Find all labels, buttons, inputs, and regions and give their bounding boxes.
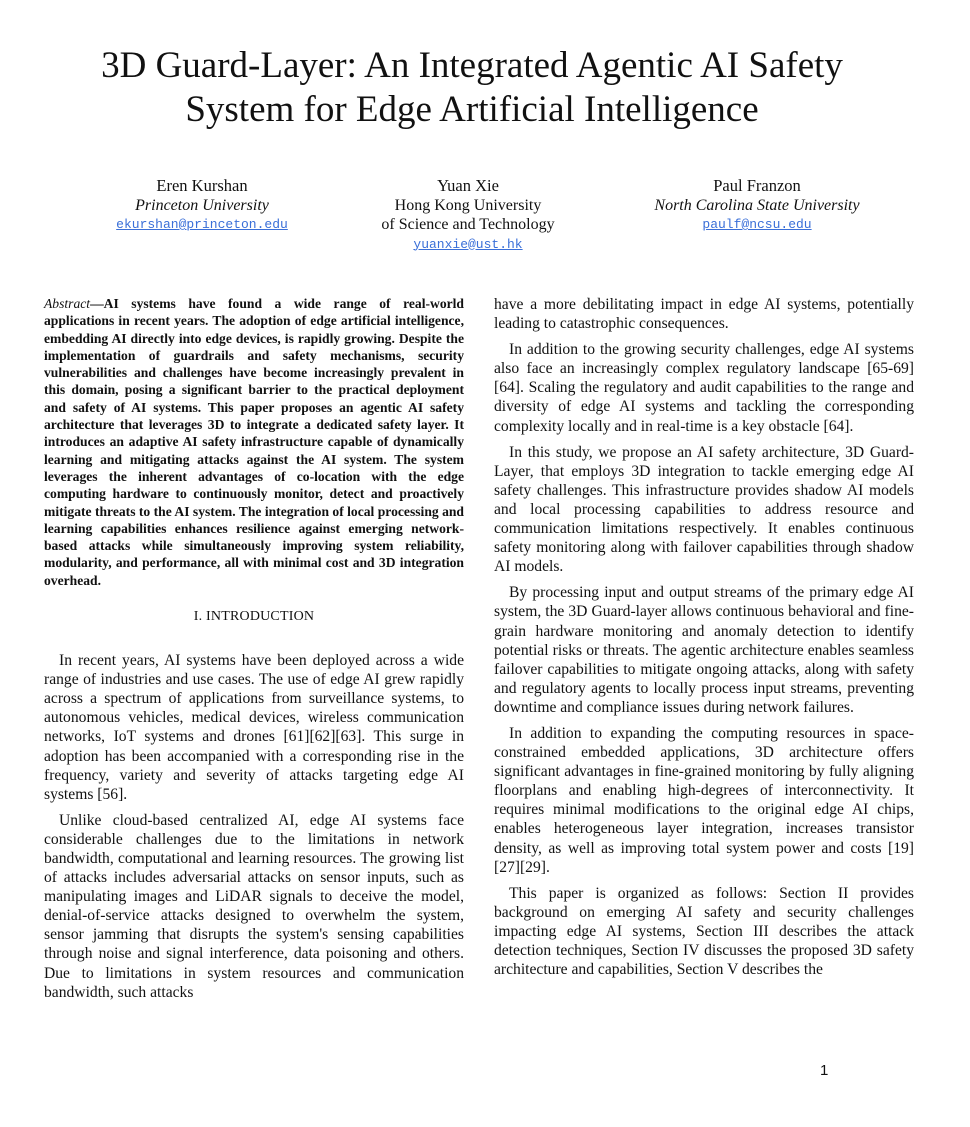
author-name: Eren Kurshan xyxy=(156,176,248,195)
author-email-link[interactable]: paulf@ncsu.edu xyxy=(702,217,812,232)
author-name: Yuan Xie xyxy=(437,176,499,195)
section-heading: I. INTRODUCTION xyxy=(193,609,315,625)
paragraph: This paper is organized as follows: Section II provides background on emerging AI safety and security challenges impacting edge AI systems, Section III describes the attack detection techniques, Section IV discusses the proposed 3D safety architecture and capabilities, Section V describes the xyxy=(494,884,914,979)
paper-title xyxy=(0,44,944,132)
title-line-2: System for Edge Artificial Intelligence xyxy=(185,89,759,130)
page-number: 1 xyxy=(820,1062,829,1079)
author-block xyxy=(318,176,618,254)
paragraph: Unlike cloud-based centralized AI, edge AI systems face considerable challenges due to the limitations in network bandwidth, computational and learning resources. The growing list of attacks includes adversarial attacks on sensor inputs, such as manipulating images and LiDAR signals to deceive the model, denial-of-service attacks designed to overwhelm the system, sensor jamming that disrupts the system's sensing capabilities through noise and signal interference, data poisoning and others. Due to limitations in system resources and communication bandwidth, such attacks xyxy=(44,811,464,1001)
author-block xyxy=(607,176,907,235)
author-affiliation: Princeton University xyxy=(135,196,269,214)
paragraph: In addition to expanding the computing resources in space-constrained embedded applications, 3D architecture offers significant advantages in fine-grained monitoring by fully aligning floorplans and enabling high-degrees of interconnectivity. It requires minimal modifications to the original edge AI chips, enables heterogeneous layer integration, increases transistor density, as well as improving total system power and costs [19][27][29]. xyxy=(494,724,914,876)
paragraph: In this study, we propose an AI safety architecture, 3D Guard-Layer, that employs 3D integration to tackle emerging edge AI safety challenges. This infrastructure provides shadow AI models and local processing capabilities to address resource and communication limitations respectively. It enables continuous safety monitoring along with failover capabilities through shadow AI models. xyxy=(494,443,914,576)
author-affiliation: Hong Kong University xyxy=(394,196,542,214)
right-column xyxy=(494,295,914,986)
author-affiliation: North Carolina State University xyxy=(654,196,860,214)
paragraph: In addition to the growing security challenges, edge AI systems also face an increasingly complex regulatory landscape [65-69] [64]. Scaling the regulatory and audit capabilities to the range and diversity of edge AI systems and tackling the corresponding complexity locally and in real-time is a key obstacle [64]. xyxy=(494,341,914,435)
paragraph: By processing input and output streams of the primary edge AI system, the 3D Guard-layer allows continuous behavioral and fine-grain hardware monitoring and anomaly detection to identify potential risks or threats. The agentic architecture enables seamless failover capabilities to mitigate ongoing attacks, along with safety and regulatory agents to locally process input streams, preventing downtime and compliance issues during network failures. xyxy=(494,584,914,716)
author-name: Paul Franzon xyxy=(713,176,801,195)
left-column xyxy=(44,295,464,1009)
author-email-link[interactable]: ekurshan@princeton.edu xyxy=(116,217,288,232)
author-block xyxy=(52,176,352,235)
author-email-link[interactable]: yuanxie@ust.hk xyxy=(413,236,523,252)
abstract xyxy=(44,295,464,589)
paragraph: In recent years, AI systems have been deployed across a wide range of industries and use cases. The use of edge AI grew rapidly across a spectrum of applications from surveillance systems, to autonomous vehicles, medical devices, wireless communication networks, IoT systems and drones [61][62][63]. This surge in adoption has been accompanied with a corresponding rise in the frequency, variety and severity of attacks targeting edge AI systems [56]. xyxy=(44,652,464,803)
abstract-text: —AI systems have found a wide range of real-world applications in recent years. The adoption of edge artificial intelligence, embedding AI directly into edge devices, is rapidly growing. Despite the implementation of guardrails and safety mechanisms, security vulnerabilities and challenges have become increasingly prevalent in this domain, posing a significant barrier to the practical deployment and safety of AI systems. This paper proposes an agentic AI safety architecture that leverages 3D to integrate a dedicated safety layer. It introduces an adaptive AI safety infrastructure capable of dynamically learning and mitigating attacks against the AI system. The system leverages the inherent advantages of co-location with the edge computing hardware to continuously monitor, detect and proactively mitigate threats to the AI system. The integration of local processing and learning capabilities enhances resilience against emerging network-based attacks while simultaneously improving system reliability, modularity, and performance, all with minimal cost and 3D integration overhead. xyxy=(44,296,464,588)
abstract-label: Abstract xyxy=(44,296,91,311)
title-line-1: 3D Guard-Layer: An Integrated Agentic AI Safety xyxy=(101,45,843,86)
author-affiliation: of Science and Technology xyxy=(381,216,555,233)
paragraph: have a more debilitating impact in edge AI systems, potentially leading to catastrophic consequences. xyxy=(494,296,914,333)
